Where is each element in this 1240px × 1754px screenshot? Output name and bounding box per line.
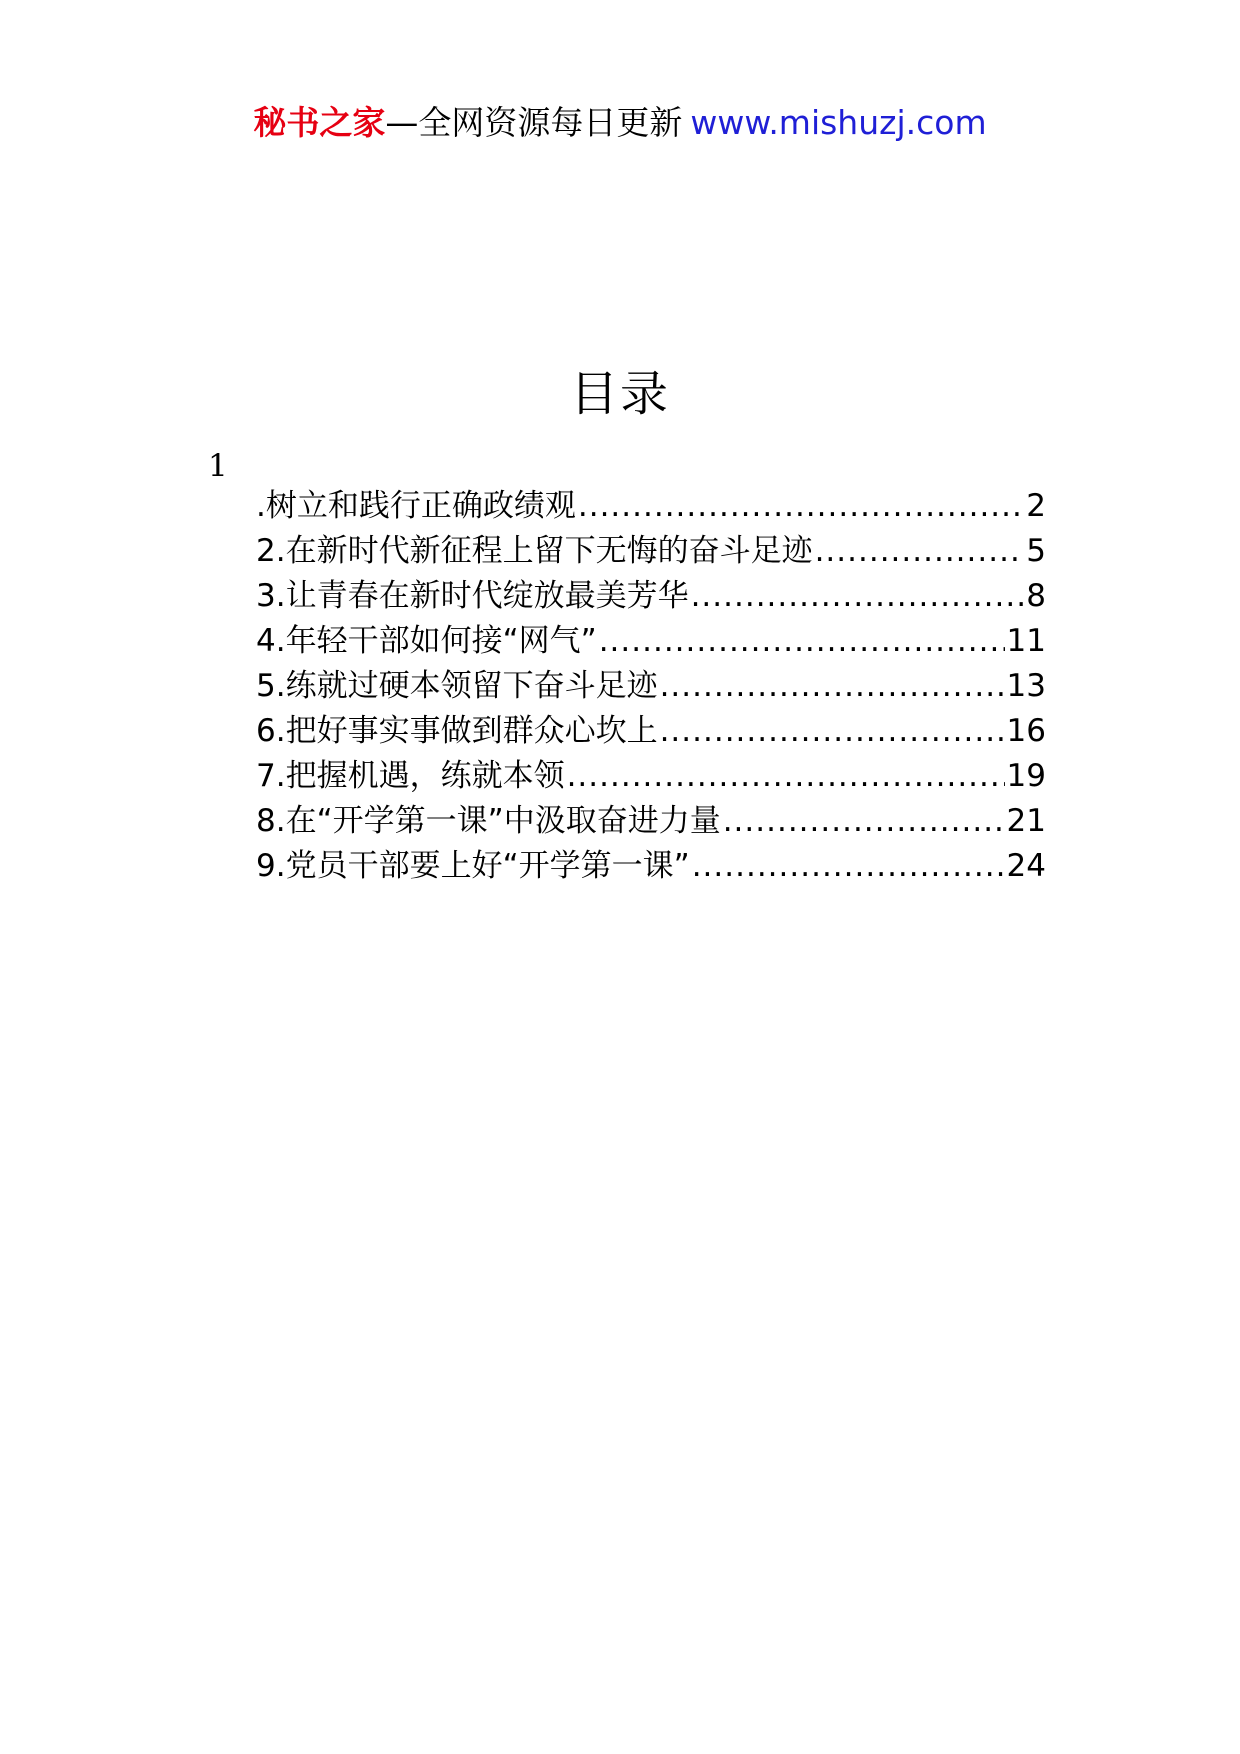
toc-dot-leader bbox=[660, 664, 1005, 709]
toc-dot-leader bbox=[660, 709, 1005, 754]
toc-entry-page: 16 bbox=[1006, 713, 1046, 749]
toc-entry[interactable] bbox=[256, 709, 1046, 754]
toc-entry-page: 24 bbox=[1006, 848, 1046, 884]
brand-tagline: —全网资源每日更新 bbox=[385, 103, 683, 142]
toc-entry[interactable] bbox=[256, 484, 1046, 529]
toc-dot-leader bbox=[815, 529, 1025, 574]
toc-entry[interactable] bbox=[256, 664, 1046, 709]
toc-entry[interactable] bbox=[256, 799, 1046, 844]
toc-dot-leader bbox=[599, 619, 1005, 664]
toc-entry-title: 5.练就过硬本领留下奋斗足迹 bbox=[256, 668, 658, 704]
toc-entry-title: 2.在新时代新征程上留下无悔的奋斗足迹 bbox=[256, 533, 813, 569]
toc-entry[interactable] bbox=[256, 619, 1046, 664]
toc-entry-title: 9.党员干部要上好“开学第一课” bbox=[256, 848, 690, 884]
toc-entry-title: 8.在“开学第一课”中汲取奋进力量 bbox=[256, 803, 721, 839]
toc-title: 目录 bbox=[569, 366, 670, 422]
page-marker: 1 bbox=[208, 448, 228, 484]
toc-entry-page: 13 bbox=[1006, 668, 1046, 704]
toc-entry-page: 19 bbox=[1006, 758, 1046, 794]
toc-entry[interactable] bbox=[256, 529, 1046, 574]
toc-dot-leader bbox=[723, 799, 1005, 844]
toc-entry-title: .树立和践行正确政绩观 bbox=[256, 488, 576, 524]
toc-dot-leader bbox=[692, 844, 1005, 889]
toc-entry-page: 8 bbox=[1026, 578, 1046, 614]
toc-entry-page: 5 bbox=[1026, 533, 1046, 569]
toc-entry-title: 4.年轻干部如何接“网气” bbox=[256, 623, 597, 659]
toc-entry-page: 2 bbox=[1026, 488, 1046, 524]
site-banner bbox=[0, 98, 1240, 148]
toc-entry[interactable] bbox=[256, 844, 1046, 889]
toc-dot-leader bbox=[691, 574, 1025, 619]
toc-dot-leader bbox=[567, 754, 1005, 799]
toc-entry-page: 11 bbox=[1006, 623, 1046, 659]
toc-entry-page: 21 bbox=[1006, 803, 1046, 839]
toc-entry[interactable] bbox=[256, 754, 1046, 799]
toc-entry[interactable] bbox=[256, 574, 1046, 619]
site-url-link[interactable]: www.mishuzj.com bbox=[690, 103, 987, 142]
toc-entry-title: 6.把好事实事做到群众心坎上 bbox=[256, 713, 658, 749]
toc-entry-title: 7.把握机遇，练就本领 bbox=[256, 758, 565, 794]
toc-entry-title: 3.让青春在新时代绽放最美芳华 bbox=[256, 578, 689, 614]
toc-dot-leader bbox=[578, 484, 1024, 529]
toc-list bbox=[256, 484, 1046, 889]
brand-name: 秘书之家 bbox=[253, 103, 386, 142]
